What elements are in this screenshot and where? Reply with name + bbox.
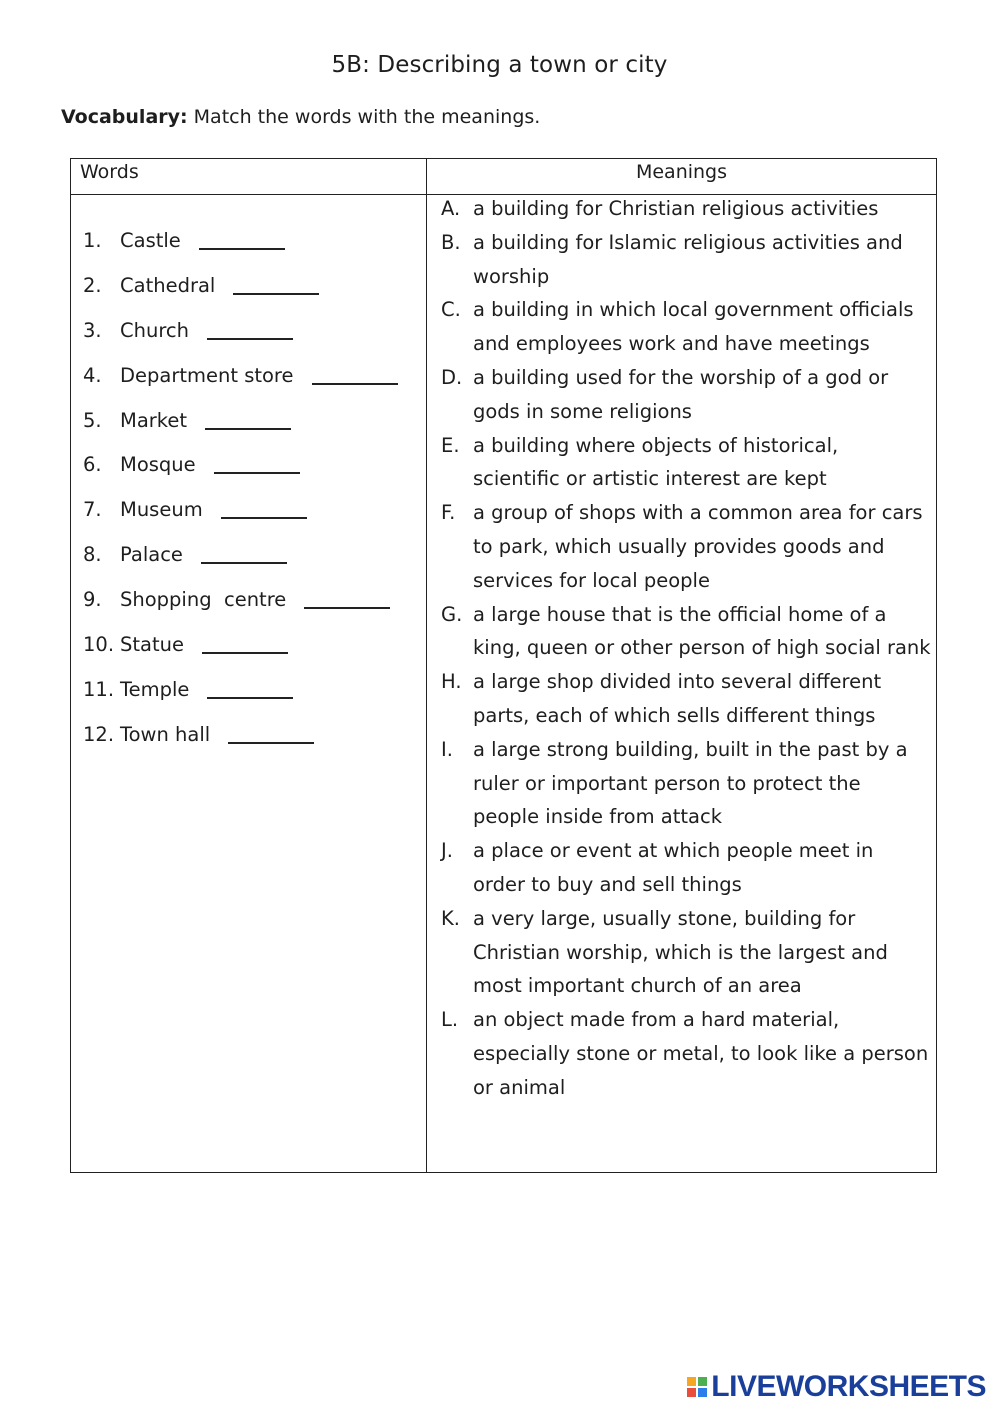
word-number: 11. [83, 677, 115, 701]
word-item [83, 543, 398, 588]
answer-blank[interactable] [304, 588, 390, 609]
meaning-text: a building in which local government officials and employees work and have meetings [473, 298, 914, 356]
word-number: 3. [83, 318, 102, 342]
word-number: 10. [83, 633, 115, 657]
meaning-text: a large house that is the official home of a king, queen or other person of high social rank [473, 602, 931, 660]
word-text: Church [120, 318, 190, 342]
instruction-text: Match the words with the meanings. [187, 106, 541, 128]
meaning-text: a large strong building, built in the past by a ruler or important person to protect the people inside from attack [473, 737, 908, 829]
meaning-text: a building for Christian religious activities [473, 197, 879, 220]
word-item [83, 588, 398, 633]
meaning-item [441, 902, 931, 1003]
word-number: 6. [83, 453, 102, 477]
word-number: 12. [83, 722, 115, 746]
meaning-letter: H. [441, 670, 462, 694]
meaning-text: a large shop divided into several different parts, each of which sells different things [473, 670, 882, 727]
logo-square [687, 1377, 696, 1386]
meaning-letter: D. [441, 365, 463, 389]
meaning-item [441, 226, 931, 294]
word-item [83, 409, 398, 454]
matching-table [70, 158, 937, 1173]
word-item [83, 453, 398, 498]
logo-text: LIVEWORKSHEETS [711, 1370, 986, 1403]
answer-blank[interactable] [201, 543, 287, 564]
meaning-letter: B. [441, 230, 461, 254]
answer-blank[interactable] [214, 453, 300, 474]
word-item [83, 274, 398, 319]
answer-blank[interactable] [199, 229, 285, 250]
meaning-text: an object made from a hard material, especially stone or metal, to look like a person or animal [473, 1008, 929, 1099]
logo-square [698, 1377, 707, 1386]
meaning-text: a building for Islamic religious activities and worship [473, 230, 903, 288]
word-item [83, 678, 398, 723]
meaning-item [441, 1003, 931, 1104]
meaning-letter: L. [441, 1008, 459, 1032]
word-number: 7. [83, 498, 102, 522]
word-number: 9. [83, 588, 102, 612]
answer-blank[interactable] [228, 723, 314, 744]
word-text: Temple [120, 677, 190, 701]
meaning-item [441, 598, 931, 666]
meaning-letter: C. [441, 298, 461, 322]
meaning-letter: E. [441, 433, 460, 457]
meaning-item [441, 361, 931, 429]
meaning-item [441, 665, 931, 733]
meaning-letter: G. [441, 602, 463, 626]
meaning-text: a place or event at which people meet in order to buy and sell things [473, 839, 874, 896]
meaning-item [441, 429, 931, 497]
meanings-header: Meanings [635, 161, 728, 183]
meaning-item [441, 293, 931, 361]
word-text: Market [120, 408, 188, 432]
word-item [83, 723, 398, 768]
answer-blank[interactable] [207, 319, 293, 340]
answer-blank[interactable] [205, 409, 291, 430]
word-number: 8. [83, 543, 102, 567]
word-item [83, 364, 398, 409]
word-number: 1. [83, 229, 102, 252]
answer-blank[interactable] [221, 498, 307, 519]
answer-blank[interactable] [207, 678, 293, 699]
word-text: Shopping centre [120, 588, 287, 612]
meaning-item [441, 733, 931, 834]
meaning-letter: A. [441, 197, 461, 220]
word-text: Museum [120, 498, 203, 522]
instruction-label: Vocabulary: [61, 106, 188, 128]
meaning-item [441, 496, 931, 597]
liveworksheets-logo[interactable] [687, 1370, 986, 1404]
words-header: Words [80, 161, 139, 183]
answer-blank[interactable] [233, 274, 319, 295]
word-item [83, 498, 398, 543]
word-text: Mosque [120, 453, 196, 477]
meaning-text: a group of shops with a common area for cars to park, which usually provides goods and services for local people [473, 501, 923, 592]
word-item [83, 319, 398, 364]
liveworksheets-icon [687, 1377, 707, 1397]
meaning-letter: K. [441, 906, 460, 930]
word-text: Town hall [120, 722, 211, 746]
word-text: Palace [120, 543, 183, 567]
meaning-text: a building where objects of historical, scientific or artistic interest are kept [473, 433, 839, 491]
answer-blank[interactable] [202, 633, 288, 654]
answer-blank[interactable] [312, 364, 398, 385]
column-divider [426, 159, 427, 1172]
meaning-letter: I. [441, 737, 453, 761]
word-text: Statue [120, 633, 184, 657]
word-item [83, 229, 398, 274]
instruction [61, 106, 540, 128]
meaning-text: a building used for the worship of a god or gods in some religions [473, 365, 889, 423]
word-number: 2. [83, 273, 102, 297]
logo-square [698, 1388, 707, 1397]
worksheet-title: 5B: Describing a town or city [331, 52, 668, 78]
word-item [83, 633, 398, 678]
meaning-letter: J. [441, 839, 453, 863]
meaning-text: a very large, usually stone, building for Christian worship, which is the largest and most important church of an area [473, 906, 888, 998]
meanings-list [441, 192, 931, 1105]
word-number: 5. [83, 408, 102, 432]
word-text: Department store [120, 363, 294, 387]
word-number: 4. [83, 363, 102, 387]
word-text: Cathedral [120, 273, 216, 297]
meaning-item [441, 834, 931, 902]
meaning-item [441, 192, 931, 226]
word-text: Castle [120, 229, 181, 252]
logo-square [687, 1388, 696, 1397]
words-list [83, 229, 398, 768]
meaning-letter: F. [441, 501, 456, 525]
